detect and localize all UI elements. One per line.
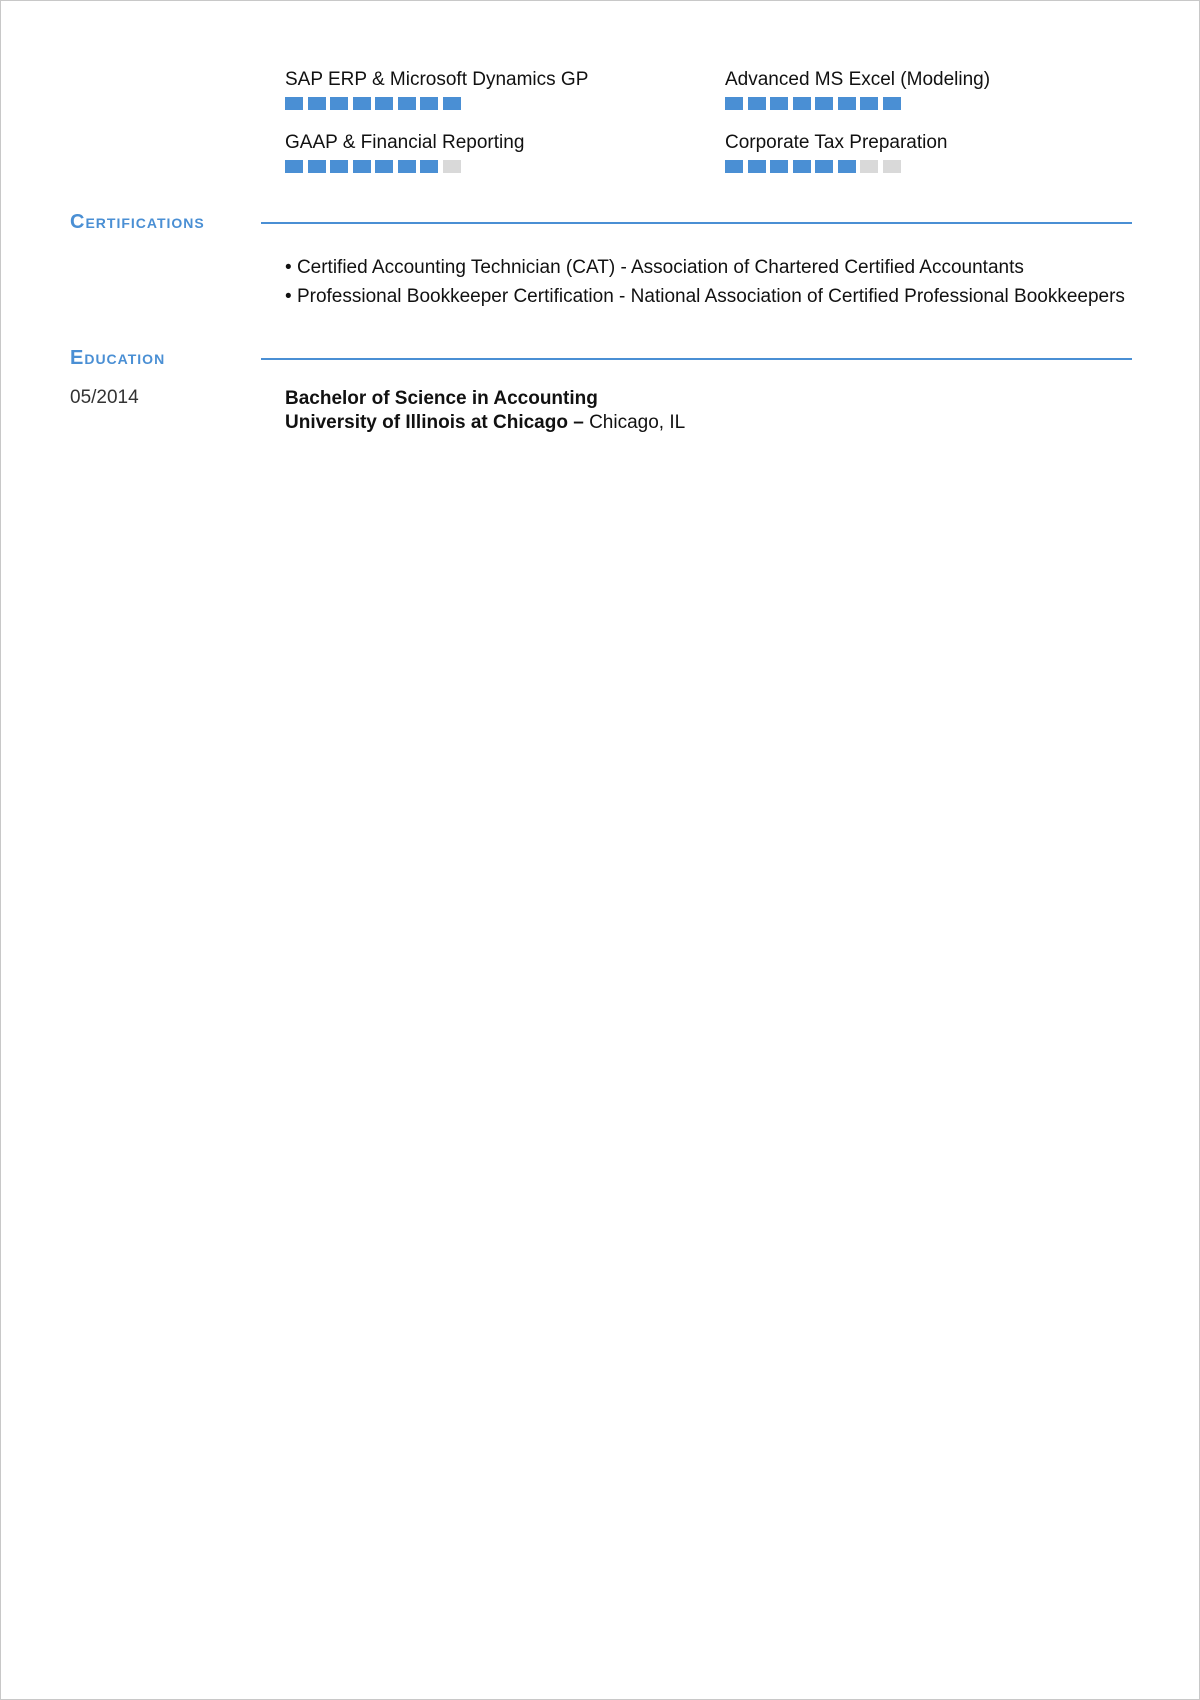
rating-segment-filled xyxy=(308,160,326,173)
rating-segment-filled xyxy=(285,160,303,173)
rating-segment-filled xyxy=(330,160,348,173)
certifications-list xyxy=(285,253,1125,311)
certification-item: • Certified Accounting Technician (CAT) - Association of Chartered Certified Accountants xyxy=(285,253,1125,282)
section-divider xyxy=(261,358,1132,360)
skill-item xyxy=(725,69,1145,110)
skill-rating-bar xyxy=(725,160,1145,173)
skill-name: SAP ERP & Microsoft Dynamics GP xyxy=(285,69,589,90)
education-location: Chicago, IL xyxy=(589,412,686,433)
education-entry xyxy=(285,387,685,435)
skill-rating-bar xyxy=(285,97,705,110)
rating-segment-empty xyxy=(883,160,901,173)
rating-segment-empty xyxy=(860,160,878,173)
certifications-section-header xyxy=(70,209,1132,235)
rating-segment-filled xyxy=(815,97,833,110)
rating-segment-filled xyxy=(420,97,438,110)
rating-segment-filled xyxy=(838,160,856,173)
skill-name: Corporate Tax Preparation xyxy=(725,132,948,153)
education-school-line xyxy=(285,411,685,435)
rating-segment-filled xyxy=(748,160,766,173)
rating-segment-filled xyxy=(375,160,393,173)
rating-segment-filled xyxy=(443,97,461,110)
rating-segment-filled xyxy=(793,97,811,110)
rating-segment-filled xyxy=(815,160,833,173)
rating-segment-filled xyxy=(770,97,788,110)
rating-segment-filled xyxy=(353,97,371,110)
education-degree: Bachelor of Science in Accounting xyxy=(285,388,598,409)
skill-rating-bar xyxy=(285,160,705,173)
rating-segment-filled xyxy=(308,97,326,110)
rating-segment-filled xyxy=(375,97,393,110)
certification-item: • Professional Bookkeeper Certification - National Association of Certified Professional Bookkeepers xyxy=(285,282,1125,311)
rating-segment-filled xyxy=(883,97,901,110)
rating-segment-filled xyxy=(285,97,303,110)
rating-segment-filled xyxy=(838,97,856,110)
rating-segment-filled xyxy=(398,160,416,173)
rating-segment-filled xyxy=(725,97,743,110)
skill-item xyxy=(285,69,705,110)
certifications-heading: Certifications xyxy=(70,211,205,233)
rating-segment-filled xyxy=(353,160,371,173)
rating-segment-filled xyxy=(748,97,766,110)
education-school: University of Illinois at Chicago – xyxy=(285,412,584,433)
rating-segment-filled xyxy=(793,160,811,173)
education-heading: Education xyxy=(70,347,166,369)
rating-segment-filled xyxy=(420,160,438,173)
rating-segment-filled xyxy=(330,97,348,110)
skill-name: Advanced MS Excel (Modeling) xyxy=(725,69,991,90)
education-section-header xyxy=(70,345,1132,371)
rating-segment-filled xyxy=(725,160,743,173)
skill-rating-bar xyxy=(725,97,1145,110)
rating-segment-filled xyxy=(398,97,416,110)
skill-item xyxy=(725,132,1145,173)
skill-item xyxy=(285,132,705,173)
rating-segment-filled xyxy=(860,97,878,110)
education-date: 05/2014 xyxy=(70,387,139,408)
rating-segment-empty xyxy=(443,160,461,173)
rating-segment-filled xyxy=(770,160,788,173)
skill-name: GAAP & Financial Reporting xyxy=(285,132,525,153)
section-divider xyxy=(261,222,1132,224)
